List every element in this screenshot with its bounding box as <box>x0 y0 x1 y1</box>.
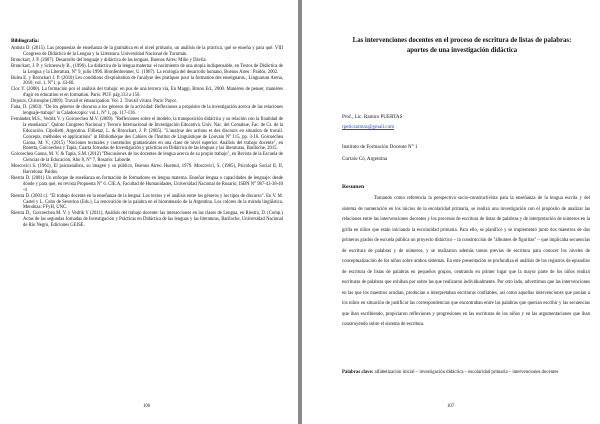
bibliography-entry: Faita, D. (2003): "De los géneros de discurso a los géneros de la actividad: Reflexiones a propósito de la investigación acerca de las relaciones lenguaje-trabajo" in Caladoscopio: vol.1, N° 1, pp. 117-136. <box>11 105 283 116</box>
bibliography-entry: Riestra D. (2003 c). "El trabajo docente en la enseñanza de la lengua: Los textos y el análisis entre los géneros y los tipos de discurso". En V. M. Castel y L. Cubo de Severino (Eds.), La renovación de la palabra en el bicentenario de la Argentina. Los colores de la mirada lingüística. Mendoza: FFyH, UNC. <box>11 193 283 211</box>
author-email-link[interactable]: rpeticsarmas@gmail.com <box>342 124 395 130</box>
bibliography-list <box>11 46 283 229</box>
summary-heading: Resumen <box>342 184 365 190</box>
bibliography-heading: Bibliografía: <box>11 38 40 44</box>
author-location: Currais-Có, Argentina <box>342 156 388 162</box>
keywords-label: Palabras clave: <box>342 370 374 375</box>
article-title: Las intervenciones docentes en el proceso de escritura de listas de palabras: aportes de una investigación didáctica <box>352 37 572 54</box>
keywords-text: alfabetización inicial – investigación didáctica – escolaridad primaria – intervenciones docentes <box>374 370 559 375</box>
bibliography-entry: Dejours, Christophe (2009). Travail et émancipation. Vol. 2. Travail vivant. Paris: Payot. <box>11 99 177 105</box>
right-page <box>302 0 600 424</box>
page-number: 106 <box>143 404 151 409</box>
bibliography-entry: Goicoechea Gaona, M. V. & Tapia, S.M. (2012) "Discusiones de los docentes de lengua acerca de su propio trabajo", en Revista de la Escuela de Ciencias de la Educación, Año 8, N° 7, Rosario: Laborde. <box>11 152 283 164</box>
bibliography-entry: Bronckart, J. P. (2007). Desarrollo del lenguaje y didáctica de las lenguas. Buenos Aires: Miño y Dávila. <box>11 57 207 63</box>
bibliography-entry: Cloc Y. (2000). La formación por el análisis del trabajo: en pos de una tercera vía, En Maggi, Bruno Ed., 2000. Maniéres de penser, maniéres d'agir en éducation et en formation. Paris. PUF. pág.133 a 156. <box>11 87 283 99</box>
author-name: Prof., Lic. Ramiro PUERTAS <box>342 114 403 120</box>
keywords <box>342 368 590 379</box>
bibliography-entry: Antista D. (2015). Las propuestas de enseñanza de la gramática en el nivel primario, un análisis de la práctica, qué se enseña y para qué. VIII Congreso de Didáctica de la Lengua y la Literatura. Universidad Nacional de Tucumán. <box>11 46 283 57</box>
left-page <box>0 0 298 424</box>
bibliography-entry: Bronckart, J. P. y Schneuwly B., (1996). La didáctica de la lengua materna: el nacimiento de una utopía indispensable, en Textos de Didáctica de la Lengua y la Literatura, N° 9, julio 1996. Bronfenbrenner, U. (1987). La ecología del desarrollo humano, Buenos Aires : Paidós, 2002. <box>11 63 283 75</box>
summary-text: Tomando como referencia la perspectiva socio-constructivista para la enseñanza de la lengua escrita y del sistema de numeración en los inicios de la escolaridad primaria, se realizó una investigación con el propósito de analizar las relaciones entre las intervenciones docentes y los procesos de escritura de listas de palabras y de interpretación de números en la grilla en niños que están iniciando la escolaridad primaria. Para ello, se planificó y se implementó junto dos maestros de dos primeros grados de escuela pública un proyecto didáctico – la construcción de "álbumes de figuritas" – que implicaba secuencias de escritura de palabras y de números, y se realizaron además tareas previas de escritura para conocer los niveles de conceptualización de los niños sobre ambos sistemas. En este presentación se profundiza el análisis de los registros de episodios de escritura de listas de palabras en pequeños grupos, centrando en primer lugar que la mayor parte de los niños realizó escrituras de palabras que exhiban por sobre las que realizaron individualmente. Por otro lado, advertimos que las intervenciones en las que los maestros acudían, producían o interpretaban escrituras confiables, así como aquellas intervenciones que ponían a los niños en situación de justificar las correspondencias que encontraban entre las palabras que querían escribir y las secuencias que iban escribiendo, propiciaron reflexiones y progresiones en las escrituras de los niños y en las argumentaciones que iban construyendo sobre el sistema de escritura. <box>342 196 590 327</box>
bibliography-entry: Riestra D. (2001) Un enfoque de enseñanza en formación de formadores en lengua materna. Enseñar lengua o capacidades de lenguaje: desde dónde y para qué, en revista Propuesta N° 6. CIE.A, Facultad de Humanidades, Universidad Nacional de Rosario, ISBN N° 987-43-38-40 -4 <box>11 175 283 193</box>
bibliography-entry: Fernández M.S., Vedrik V. y Goicoechea M.V. (2009). "Reflexiones sobre el modelo, la transposición didáctica y su relación con la finalidad de la enseñanza". Quinto Congreso Nacional y Tercero Internacional de Investigación Educativa. Univ. Nac. del Comahue, Fac. de Cs. de la Educación. Cipolletti, Argentina. Fillietaz, L. & Bronckart, J. P. (2005). "L'analyse des actions et des discours en situation de travail. Concepts, méthodes et applications" in Bibliothèque des Cahiers de l'Institut de Linguistique de Louvain N° 115, pp. 3-16. Goicoechea Gaona, M. V., (2015) "Nociones textuales y contenidos gramaticales en una clase de nivel superior. Análisis del trabajo docente", en Rosetta, Goicoechea y Tapia, Cuarta Jornadas de Investigación y prácticas en Didáctica de las lenguas y las literaturas, Bariloche, 2015. <box>11 116 283 152</box>
page-number: 107 <box>447 404 455 409</box>
bibliography-entry: Riestra D., Goicoechea M. V. y Vedrik V (2011), Análisis del trabajo docente: las interacciones en las clases de Lengua, en Riestra, D. (Comp.) Actas de las segundas Jornadas de Investigación y Prácticas en Didáctica de las lenguas y las literaturas, Bariloche, Universidad Nacional de Río Negro, Ediciones GEISE. <box>11 211 283 229</box>
bibliography-entry: Bulea E. y Bronckart J. P. (2010) Les conditions d'exploitation de l'analyse des pratiques pour la formation des enseignants., Linguarum Arena, 2010, vol. 1, N°1, p. 43-60. <box>11 75 283 87</box>
bibliography-entry: Moscovici S. (1961), El psicoanálisis, su imagen y su público, Buenos Aires: Huemul, 1979. Moscovici, S. (1985), Psicología Social II, II, Barcelona: Paidós. <box>11 164 283 176</box>
author-institution: Instituto de Formación Docente N° 1 <box>342 144 418 150</box>
